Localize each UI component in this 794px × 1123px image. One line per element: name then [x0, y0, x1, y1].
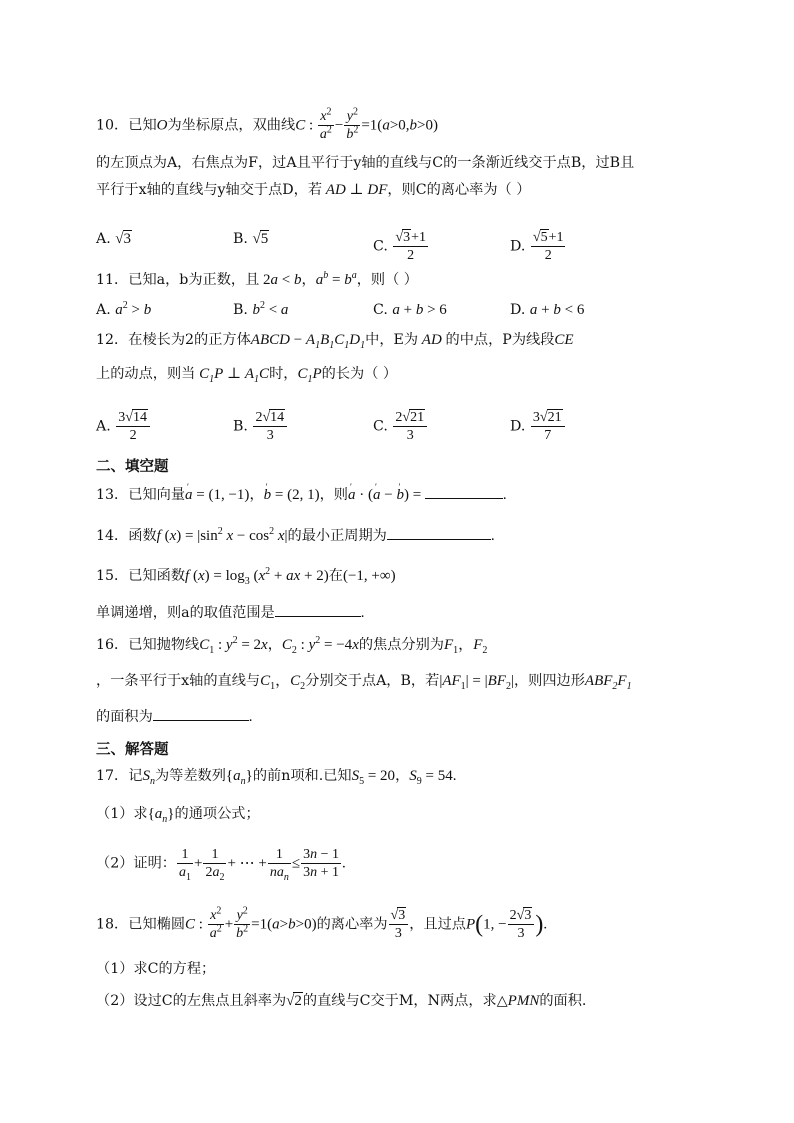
q18-sub1: （1）求C的方程； — [96, 961, 216, 977]
q17-line1: 17．记$S_n$为等差数列$\{a_n\}$的前n项和.已知$S_5 = 20$，$S_9 = 54$. — [96, 768, 457, 787]
q11-option-b[interactable]: B. $b^2 < a$ — [233, 300, 289, 318]
q12-option-d[interactable]: D. $\frac{3√21}{7}$ — [510, 409, 566, 444]
q14-number: 14． — [96, 528, 129, 544]
q17-number: 17． — [96, 768, 129, 784]
q16-answer-blank[interactable] — [153, 706, 249, 721]
q10-line1: 10．已知O为坐标原点，双曲线C : $\frac{x^2}{a^2}$ − $\frac{y^2}{b^2}$ =1(a>0,b>0) — [96, 106, 438, 142]
q10-number: 10． — [96, 117, 129, 134]
q15-number: 15． — [96, 568, 129, 584]
q10-option-c[interactable]: C. $\frac{√3+1}{2}$ — [373, 230, 426, 263]
q16-number: 16． — [96, 637, 129, 653]
q11-option-a[interactable]: A. $a^2 > b$ — [96, 300, 152, 318]
q12-option-a[interactable]: A. $\frac{3√14}{2}$ — [96, 409, 151, 444]
q18-sub2: （2）设过C的左焦点且斜率为√2的直线与C交于M，N两点，求△PMN的面积. — [96, 993, 587, 1009]
q13-answer-blank[interactable] — [425, 484, 503, 499]
q10-option-d[interactable]: D. $\frac{√5+1}{2}$ — [510, 230, 564, 263]
q12-number: 12． — [96, 332, 129, 348]
q10-line3: 平行于x轴的直线与y轴交于点D，若 AD ⊥ DF，则C的离心率为（ ） — [96, 182, 531, 198]
q18-line1: 18．已知椭圆C : $\frac{x^2}{a^2}$ + $\frac{y^2}{b^2}$ =1(a>b>0)的离心率为 $\frac{√3}{3}$ ，且过点P(1, − $\frac{2√3}{3}$ ). — [96, 905, 548, 941]
q14-answer-blank[interactable] — [387, 525, 491, 540]
section-heading-solutions: 三、解答题 — [96, 742, 169, 758]
q14-line1: 14．函数f $(x) = |\sin^2$ $x - \cos^2 x|$的最小正周期为 . — [96, 526, 495, 544]
q13-number: 13． — [96, 487, 129, 503]
q12-line1: 12．在棱长为2的正方体ABCD − $A_1B_1C_1D_1$中，E为 AD 的中点，P为线段CE — [96, 332, 574, 351]
q18-number: 18． — [96, 916, 129, 933]
q12-line2: 上的动点，则当 $C_1P$ ⊥ $A_1C$时，$C_1P$的长为（ ） — [96, 366, 398, 385]
q10-option-a[interactable]: A. √3 — [96, 231, 131, 247]
q12-option-c[interactable]: C. $\frac{2√21}{3}$ — [373, 409, 428, 444]
q17-sub1: （1）求$\{a_n\}$的通项公式； — [96, 806, 260, 825]
q15-line1: 15．已知函数f $(x) = \log_3 (x^2$ + ax + 2)在(−1, +∞) — [96, 566, 396, 587]
q16-line2: ，一条平行于x轴的直线与$C_1$，$C_2$分别交于点A，B，若$|AF_1| = |BF_2|$，则四边形$ABF_2F_1$ — [96, 673, 632, 692]
q16-line1: 16．已知抛物线$C_1$ : $y^2 = 2x$，$C_2$ : $y^2 = -4x$的焦点分别为$F_1$，$F_2$ — [96, 635, 488, 656]
q15-answer-blank[interactable] — [275, 602, 361, 617]
q11-number: 11． — [96, 272, 129, 288]
q12-option-b[interactable]: B. $\frac{2√14}{3}$ — [233, 409, 288, 444]
q10-option-b[interactable]: B. √5 — [233, 231, 269, 247]
q10-line2: 的左顶点为A，右焦点为F，过A且平行于y轴的直线与C的一条渐近线交于点B，过B且 — [96, 155, 635, 171]
q13-line1: 13．已知向量′ a = (1, −1)，′ b = (2, 1)，则′ a · (′ a − ′ b) = . — [96, 484, 507, 505]
q15-line2: 单调递增，则a的取值范围是 . — [96, 602, 364, 623]
q16-line3: 的面积为 . — [96, 706, 253, 727]
q17-sub2: （2）证明： $\frac{1}{a_1}$ + $\frac{1}{2a_2}$ + ⋯ + $\frac{1}{na_n}$ ≤ $\frac{3n - 1}{3n + 1}$ . — [96, 847, 346, 883]
section-heading-fill-in: 二、填空题 — [96, 459, 169, 475]
q11-line1: 11．已知a，b为正数，且 2a < b，$a^b = b^a$，则（ ） — [96, 270, 418, 288]
q11-option-d[interactable]: D. a + b < 6 — [510, 302, 585, 318]
q11-option-c[interactable]: C. a + b > 6 — [373, 302, 447, 318]
